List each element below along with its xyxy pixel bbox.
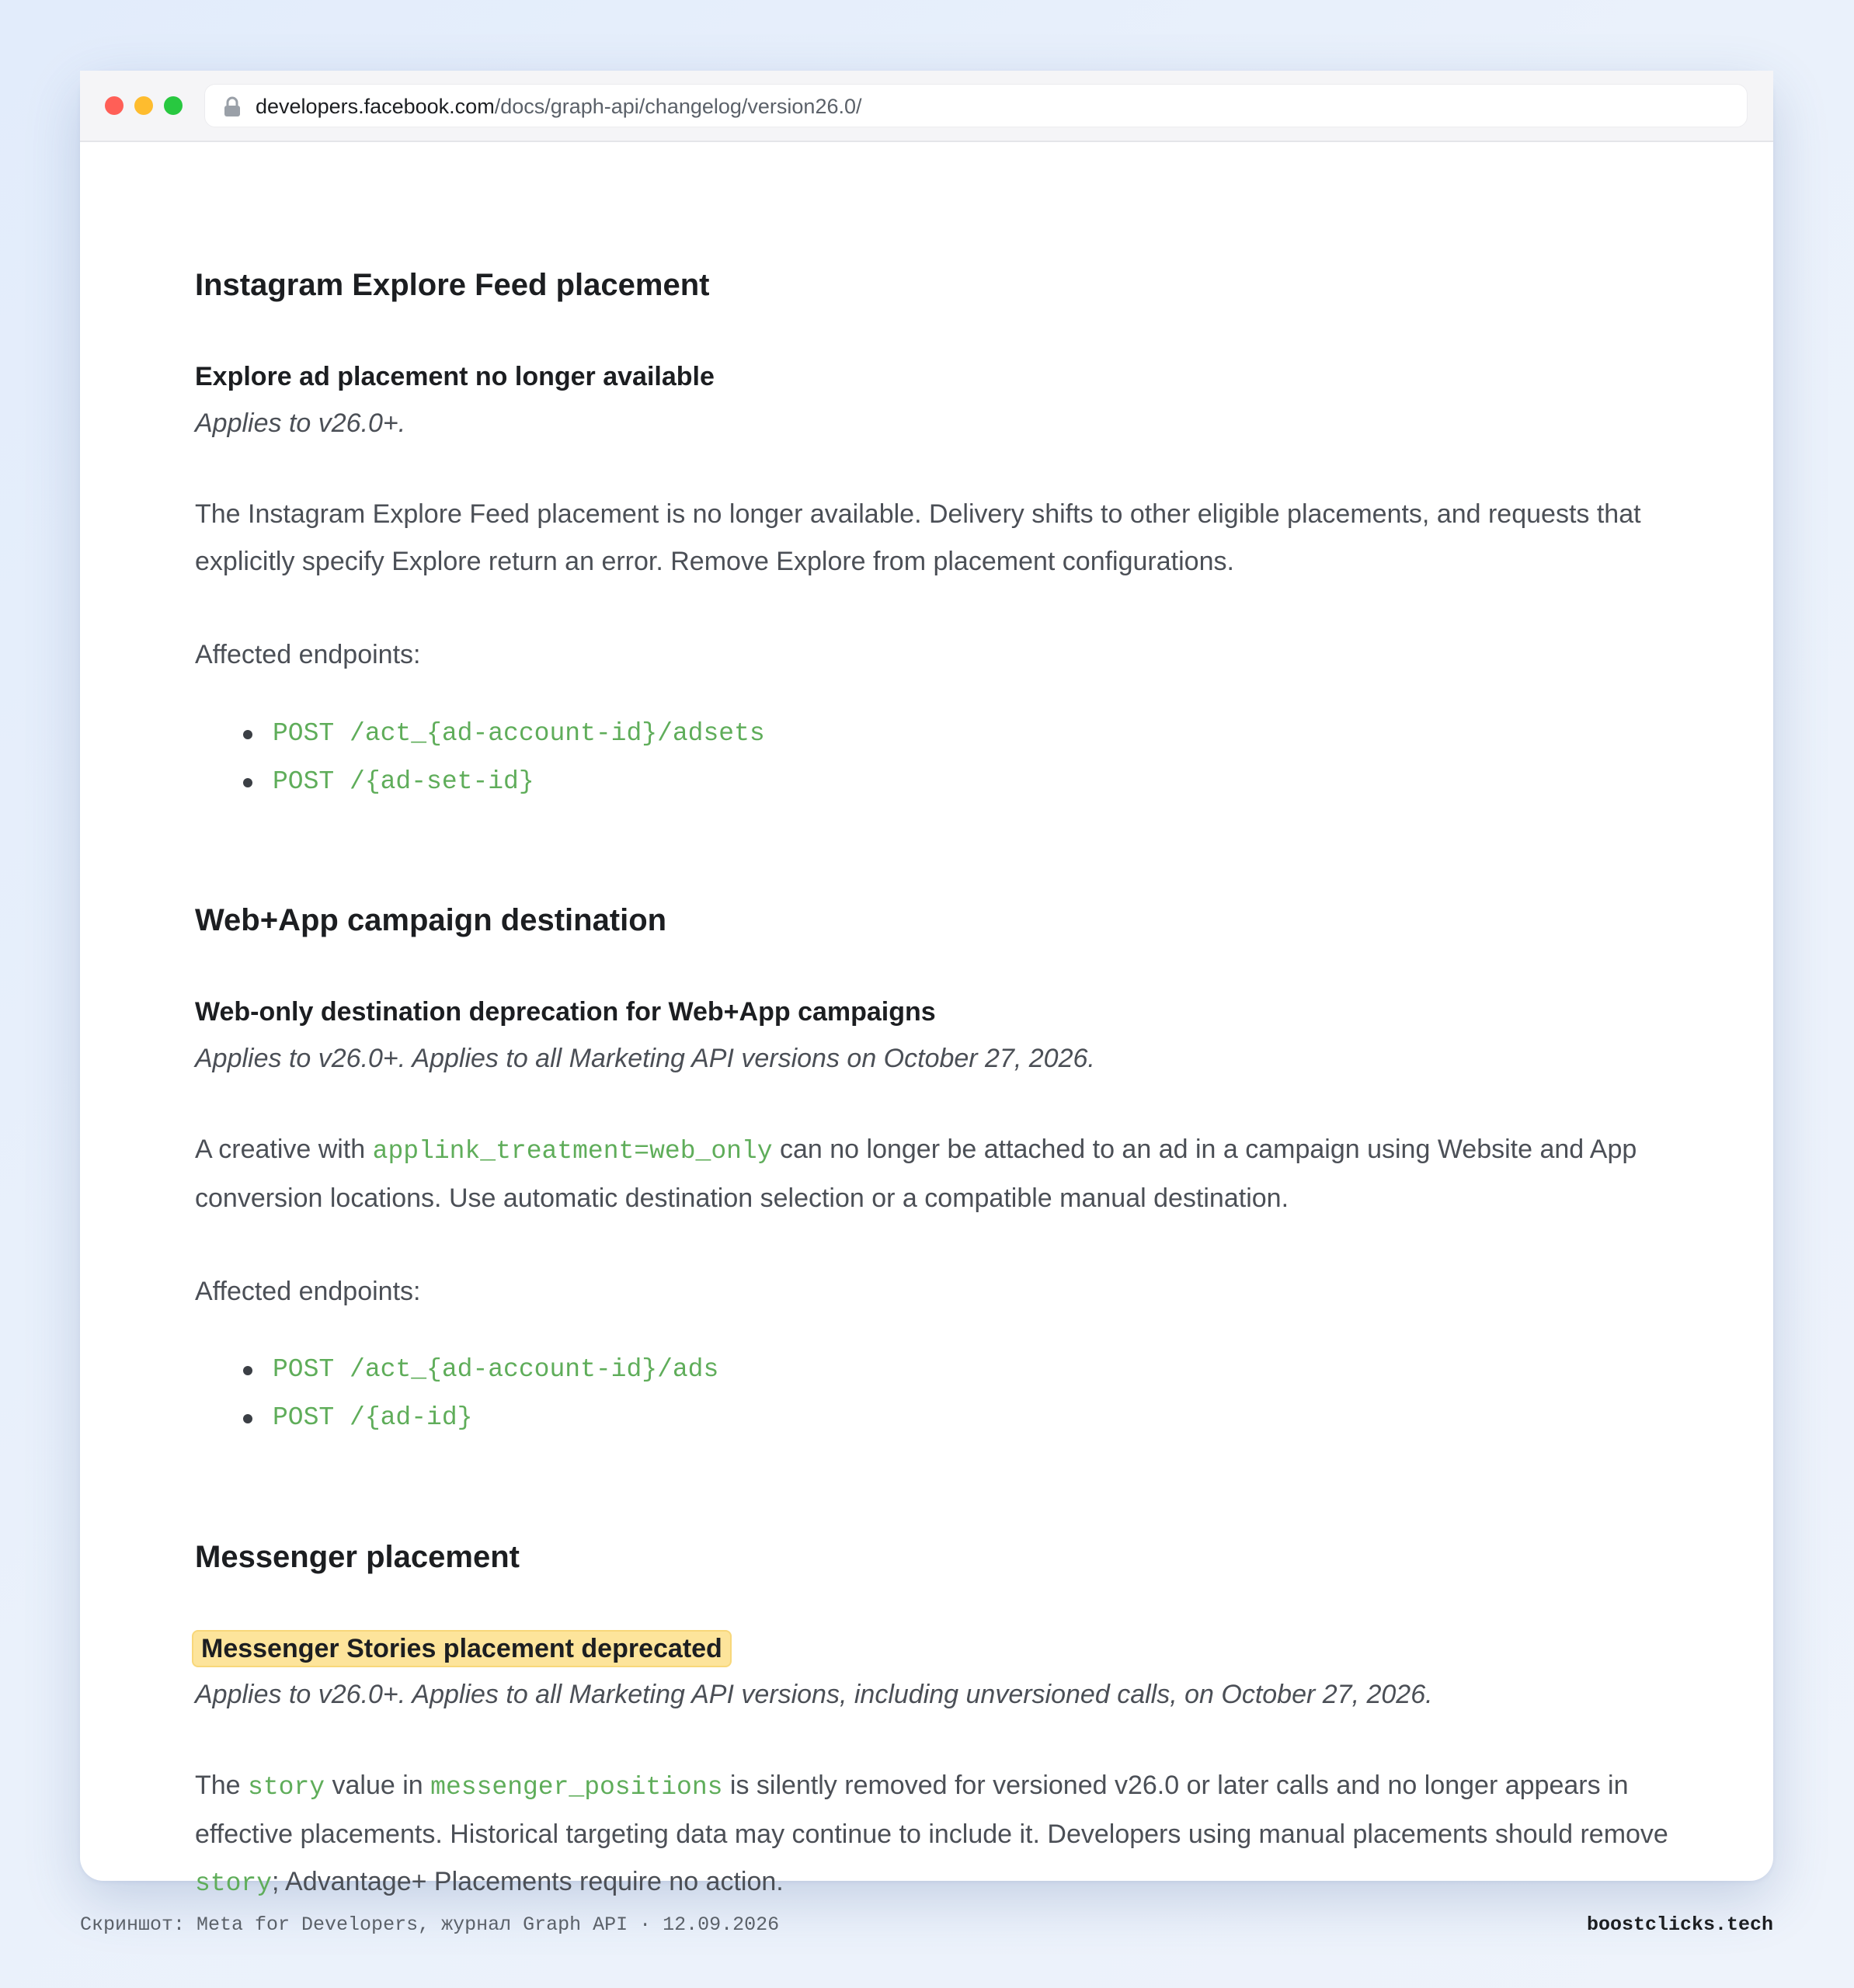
section-paragraph: The Instagram Explore Feed placement is no longer available. Delivery shifts to other eligible placements, and requests that explicitly specify Explore return an error. Remove Explore from placement configurations.	[195, 499, 1641, 576]
inline-code: story	[195, 1869, 273, 1898]
paragraph-text: value in	[325, 1771, 431, 1800]
bullet-icon	[243, 730, 252, 739]
endpoint-code: POST /{ad-set-id}	[273, 767, 534, 796]
section-heading-instagram-explore: Instagram Explore Feed placement	[195, 268, 710, 302]
lock-icon	[224, 97, 241, 117]
endpoint-item	[195, 710, 765, 758]
url-text[interactable]	[256, 85, 862, 128]
bullet-icon	[243, 778, 252, 787]
endpoint-item	[195, 1394, 718, 1442]
paragraph-text: The	[195, 1771, 249, 1800]
applies-note: Applies to v26.0+.	[195, 408, 406, 438]
section-heading-web-app: Web+App campaign destination	[195, 903, 667, 937]
paragraph-text: can no longer be attached to an ad in a campaign using Website and App conversion locations. Use automatic destination selection or a compatible manual destination.	[195, 1135, 1637, 1213]
subheading-web-only-destination: Web-only destination deprecation for Web+App campaigns	[195, 997, 936, 1027]
endpoint-item	[195, 758, 765, 806]
endpoint-code: POST /act_{ad-account-id}/ads	[273, 1355, 719, 1384]
site-credit: boostclicks.tech	[1586, 1913, 1773, 1936]
section-heading-messenger: Messenger placement	[195, 1540, 520, 1574]
maximize-window-button[interactable]	[164, 96, 183, 115]
applies-note: Applies to v26.0+. Applies to all Marketing API versions on October 27, 2026.	[195, 1044, 1095, 1073]
endpoint-code: POST /{ad-id}	[273, 1403, 473, 1432]
affected-endpoints-label: Affected endpoints:	[195, 640, 421, 669]
subheading-messenger-stories-highlighted: Messenger Stories placement deprecated	[192, 1630, 732, 1667]
inline-code: messenger_positions	[430, 1773, 723, 1802]
close-window-button[interactable]	[105, 96, 123, 115]
applies-note: Applies to v26.0+. Applies to all Marketing API versions, including unversioned calls, on October 27, 2026.	[195, 1680, 1433, 1709]
paragraph-text: A creative with	[195, 1135, 373, 1164]
section-paragraph	[195, 1126, 1733, 1222]
url-path: /docs/graph-api/changelog/version26.0/	[494, 95, 862, 118]
paragraph-text: is silently removed for versioned v26.0 or later calls and no longer appears in effective placements. Historical targeting data may continue to include it. Developers using manual placements should remove	[195, 1771, 1668, 1849]
endpoint-item	[195, 1346, 718, 1394]
affected-endpoints-label: Affected endpoints:	[195, 1277, 421, 1306]
screenshot-caption: Скриншот: Meta for Developers, журнал Graph API · 12.09.2026	[80, 1913, 780, 1936]
url-domain: developers.facebook.com	[256, 95, 495, 118]
minimize-window-button[interactable]	[134, 96, 153, 115]
browser-window	[80, 71, 1773, 1898]
endpoint-list	[195, 710, 765, 806]
inline-code: applink_treatment=web_only	[372, 1137, 773, 1166]
subheading-explore-placement: Explore ad placement no longer available	[195, 362, 715, 391]
endpoint-list	[195, 1346, 718, 1442]
paragraph-text: ; Advantage+ Placements require no action.	[272, 1867, 784, 1896]
endpoint-code: POST /act_{ad-account-id}/adsets	[273, 719, 765, 748]
address-bar[interactable]	[204, 84, 1748, 127]
section-paragraph	[195, 1762, 1733, 1907]
bullet-icon	[243, 1366, 252, 1375]
browser-titlebar	[80, 71, 1773, 142]
bullet-icon	[243, 1414, 252, 1423]
inline-code: story	[248, 1773, 325, 1802]
